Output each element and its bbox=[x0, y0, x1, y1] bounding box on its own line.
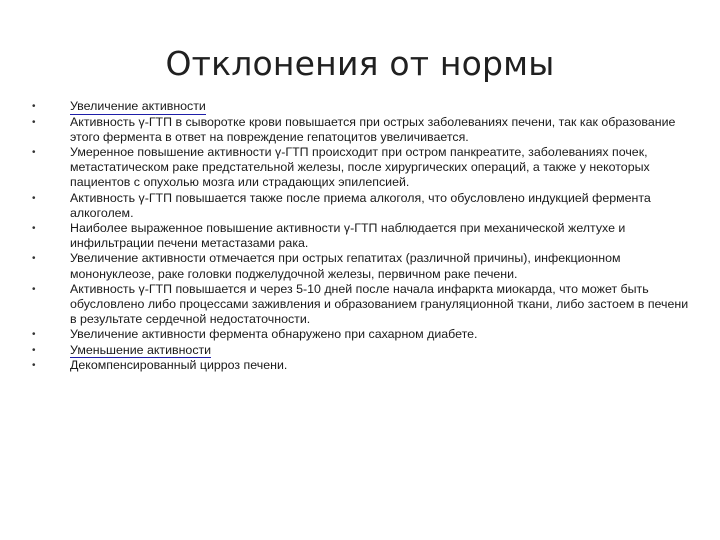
list-item bbox=[32, 99, 696, 115]
list-item bbox=[32, 327, 696, 342]
list-item-text: Активность γ-ГТП повышается также после приема алкоголя, что обусловлено индукцией фермента алкоголем. bbox=[70, 190, 651, 220]
list-item bbox=[32, 358, 696, 373]
bullet-icon: • bbox=[32, 116, 36, 128]
bullet-icon: • bbox=[32, 192, 36, 204]
link-increase-activity[interactable]: Увеличение активности bbox=[70, 99, 206, 113]
bullet-icon: • bbox=[32, 147, 36, 158]
list-item-text: Увеличение активности отмечается при острых гепатитах (различной причины), инфекционном мононуклеозе, раке головки поджелудочной железы, первичном раке печени. bbox=[70, 251, 621, 281]
bullet-icon: • bbox=[32, 101, 36, 112]
bullet-icon: • bbox=[32, 223, 36, 235]
list-item bbox=[32, 115, 696, 145]
list-item-text: Активность γ-ГТП в сыворотке крови повышается при острых заболеваниях печени, так как образование этого фермента в ответ на повреждение гепатоцитов увеличивается. bbox=[70, 114, 676, 144]
bullet-icon: • bbox=[32, 344, 36, 356]
list-item bbox=[32, 221, 696, 251]
link-decrease-activity[interactable]: Уменьшение активности bbox=[70, 342, 212, 357]
list-item-text: Умеренное повышение активности γ-ГТП происходит при остром панкреатите, заболеваниях почек, метастатическом раке предстательной железы, после хирургических операций, а также у некоторых пациентов с опухолью мозга или страдающих эпилепсией. bbox=[70, 145, 650, 190]
slide-title: Отклонения от нормы bbox=[165, 44, 555, 83]
list-item bbox=[32, 282, 696, 328]
list-item bbox=[32, 251, 696, 281]
list-item bbox=[32, 145, 696, 191]
list-item-text: Активность γ-ГТП повышается и через 5-10 дней после начала инфаркта миокарда, что может быть обусловлено либо процессами заживления и образованием грануляционной ткани, либо застоем в печени в результате сердечной недостаточности. bbox=[70, 281, 689, 327]
list-item bbox=[32, 343, 696, 359]
bullet-list bbox=[32, 99, 696, 373]
bullet-icon: • bbox=[32, 283, 36, 295]
list-item-text: Увеличение активности фермента обнаружено при сахарном диабете. bbox=[70, 327, 478, 342]
list-item-text: Наиболее выраженное повышение активности γ-ГТП наблюдается при механической желтухе и инфильтрации печени метастазами рака. bbox=[70, 221, 626, 251]
bullet-icon: • bbox=[32, 329, 36, 341]
bullet-icon: • bbox=[32, 360, 36, 372]
bullet-icon: • bbox=[32, 253, 36, 265]
list-item bbox=[32, 191, 696, 221]
list-item-text: Декомпенсированный цирроз печени. bbox=[70, 358, 288, 373]
